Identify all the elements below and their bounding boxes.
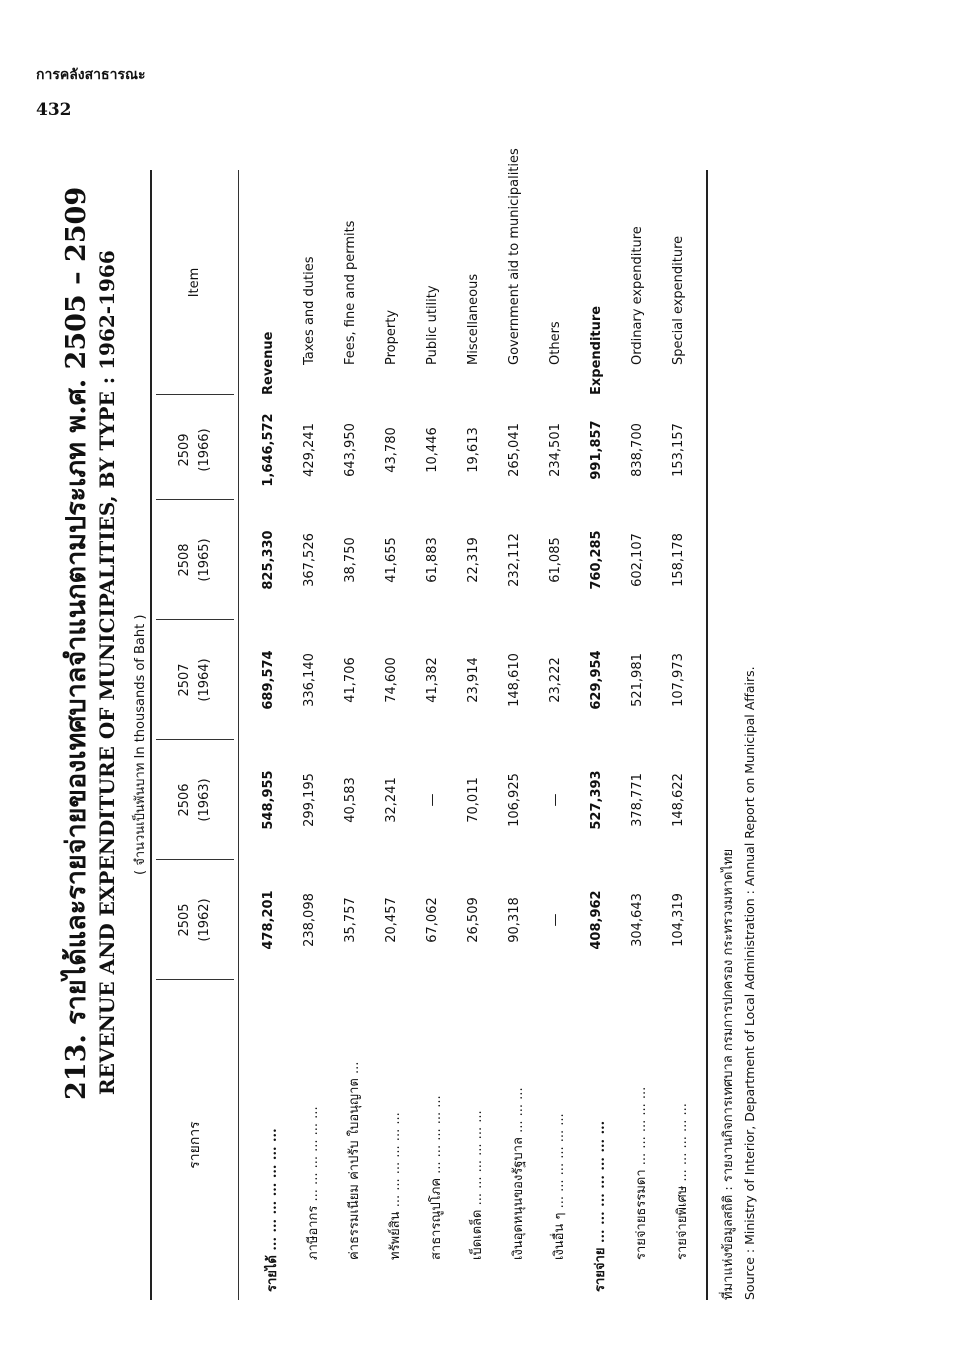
cell-value: 74,600 [384,657,399,703]
header-separator [156,979,234,980]
cell-value: 22,319 [466,537,481,583]
cell-value: 70,011 [466,777,481,823]
cell-value: 40,583 [343,777,358,823]
cell-value: 61,883 [425,537,440,583]
row-label-english: Revenue [261,331,276,395]
cell-value: 10,446 [425,427,440,473]
cell-value: 23,914 [466,657,481,703]
table-bottom-rule [706,170,708,1300]
cell-value: 429,241 [302,423,317,477]
source-note-english: Source : Ministry of Interior, Department of Local Administration : Annual Report on Municipal Affairs. [742,666,757,1300]
cell-value: 478,201 [261,890,276,950]
item-header-thai: รายการ [187,1121,203,1169]
cell-value: 106,925 [507,773,522,827]
cell-value: 41,382 [425,657,440,703]
row-label-thai: ภาษีอากร ... ... ... ... ... ... [306,1106,321,1260]
year-header-2505: 2505 (1962) [177,898,212,942]
row-label-english: Property [384,309,399,365]
cell-value: 548,955 [261,770,276,830]
table-row-special-expenditure [660,170,702,1300]
row-label-english: Others [548,321,563,365]
year-header-2507: 2507 (1964) [177,658,212,702]
table-row-public-utility [414,170,456,1300]
row-label-english: Ordinary expenditure [630,226,645,365]
cell-value: 265,041 [507,423,522,477]
section-header: การคลังสาธารณะ [36,67,146,83]
cell-value: 629,954 [589,650,604,710]
table-row-expenditure [578,170,620,1300]
source-note-thai: ที่มาแห่งข้อมูลสถิติ : รายงานกิจการเทศบาล กรมการปกครอง กระทรวงมหาดไทย [721,848,736,1300]
year-header-2508: 2508 (1965) [177,538,212,582]
cell-value: 148,622 [671,773,686,827]
cell-value: 238,098 [302,893,317,947]
row-label-thai: สาธารณูปโภค ... ... ... ... ... [429,1095,444,1260]
cell-value: 336,140 [302,653,317,707]
cell-value: 20,457 [384,897,399,943]
cell-value: 158,178 [671,533,686,587]
cell-value: 32,241 [384,777,399,823]
cell-value: 41,706 [343,657,358,703]
table-row-fees [332,170,374,1300]
cell-value: 367,526 [302,533,317,587]
row-label-thai: ค่าธรรมเนียม ค่าปรับ ใบอนุญาต ... [347,1061,362,1260]
row-label-thai: เงินอุดหนุนของรัฐบาล ... ... ... [511,1087,526,1260]
cell-value: 602,107 [630,533,645,587]
cell-value: 232,112 [507,533,522,587]
year-header-2506: 2506 (1963) [177,778,212,822]
cell-value: 408,962 [589,890,604,950]
cell-value: 299,195 [302,773,317,827]
cell-value: 67,062 [425,897,440,943]
cell-value: 38,750 [343,537,358,583]
cell-value: 521,981 [630,653,645,707]
cell-value: 148,610 [507,653,522,707]
row-label-english: Special expenditure [671,235,686,365]
cell-value: 23,222 [548,657,563,703]
table-title-thai: 213. รายได้และรายจ่ายของเทศบาลจำแนกตามประเภท พ.ศ. 2505 – 2509 [61,186,92,1100]
cell-value: 304,643 [630,893,645,947]
table-row-ordinary-expenditure [619,170,661,1300]
cell-value: 825,330 [261,530,276,590]
table-title-english: REVENUE AND EXPENDITURE OF MUNICIPALITIES, BY TYPE : 1962-1966 [95,250,119,1095]
rotated-table-area [54,130,804,1330]
cell-value: — [548,793,563,807]
header-separator [156,619,234,620]
row-label-thai: ทรัพย์สิน ... ... ... ... ... ... [388,1112,403,1260]
row-label-english: Public utility [425,285,440,365]
row-label-english: Fees, fine and permits [343,220,358,365]
cell-value: 689,574 [261,650,276,710]
cell-value: 1,646,572 [261,413,276,487]
table-row-others [537,170,579,1300]
cell-value: — [548,913,563,927]
cell-value: 234,501 [548,423,563,477]
row-label-english: Taxes and duties [302,256,317,365]
cell-value: 35,757 [343,897,358,943]
row-label-thai: รายจ่ายธรรมดา ... ... ... ... ... [634,1086,649,1260]
row-label-english: Government aid to municipalities [507,148,522,365]
table-top-rule [150,170,152,1300]
table-row-revenue [250,170,292,1300]
cell-value: 838,700 [630,423,645,477]
table-row-property [373,170,415,1300]
table-row-taxes [291,170,333,1300]
row-label-english: Miscellaneous [466,273,481,365]
unit-note: ( จำนวนเป็นพันบาท In thousands of Baht ) [133,614,148,875]
row-label-thai: เบ็ดเตล็ด ... ... ... ... ... ... [470,1110,485,1260]
page-number: 432 [36,100,72,120]
row-label-english: Expenditure [589,305,604,395]
cell-value: 107,973 [671,653,686,707]
row-label-thai: รายได้ ... ... ... ... ... ... ... [265,1128,280,1292]
table-row-government-aid [496,148,538,1300]
cell-value: 991,857 [589,420,604,480]
header-separator [156,859,234,860]
cell-value: 61,085 [548,537,563,583]
row-label-thai: รายจ่าย ... ... ... ... ... ... ... [593,1120,608,1292]
cell-value: 527,393 [589,770,604,830]
cell-value: 19,613 [466,427,481,473]
cell-value: — [425,793,440,807]
row-label-thai: เงินอื่น ๆ ... ... ... ... ... ... [552,1113,567,1260]
cell-value: 26,509 [466,897,481,943]
cell-value: 90,318 [507,897,522,943]
header-separator [156,739,234,740]
cell-value: 104,319 [671,893,686,947]
cell-value: 378,771 [630,773,645,827]
cell-value: 153,157 [671,423,686,477]
item-header-english: Item [187,267,202,298]
cell-value: 643,950 [343,423,358,477]
row-label-thai: รายจ่ายพิเศษ ... ... ... ... ... [675,1103,690,1260]
cell-value: 43,780 [384,427,399,473]
table-header-rule [238,170,239,1300]
cell-value: 760,285 [589,530,604,590]
cell-value: 41,655 [384,537,399,583]
year-header-2509: 2509 (1966) [177,428,212,472]
table-row-miscellaneous [455,170,497,1300]
